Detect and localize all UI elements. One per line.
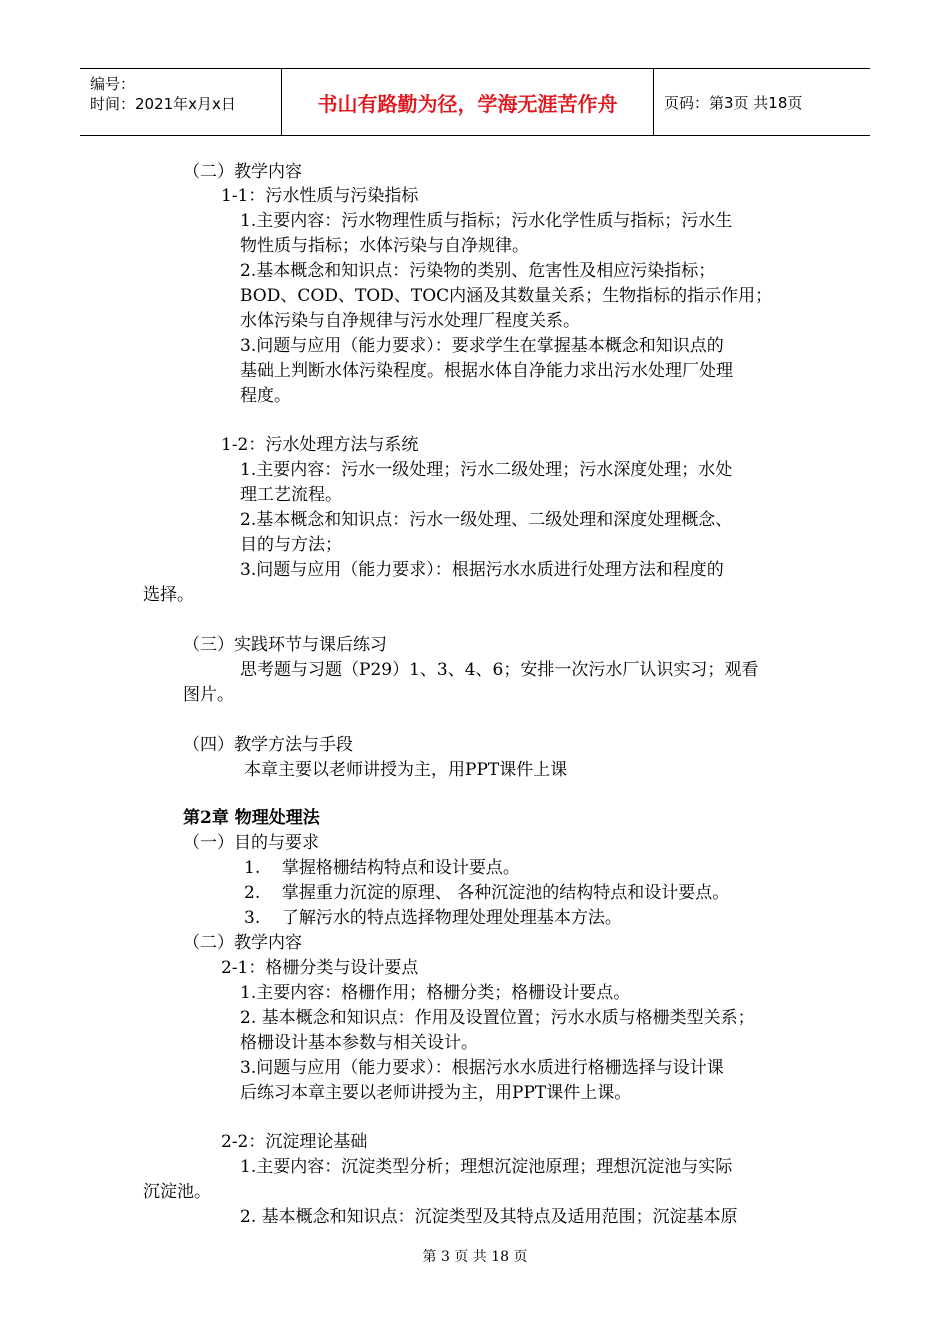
paragraph-line: 1.主要内容：污水物理性质与指标；污水化学性质与指标；污水生 xyxy=(240,211,733,231)
list-item: 2. 掌握重力沉淀的原理、 各种沉淀池的结构特点和设计要点。 xyxy=(244,883,730,903)
paragraph-line: 3.问题与应用（能力要求）：根据污水水质进行格栅选择与设计课 xyxy=(240,1058,724,1078)
section-heading: （一）目的与要求 xyxy=(183,833,319,853)
paragraph-line: 2. 基本概念和知识点：作用及设置位置；污水水质与格栅类型关系； xyxy=(240,1008,755,1028)
section-heading: （二）教学内容 xyxy=(183,162,302,182)
paragraph-line: 2.基本概念和知识点：污水一级处理、二级处理和深度处理概念、 xyxy=(240,510,733,530)
paragraph-line: 选择。 xyxy=(143,585,194,605)
chapter-title: 第2章 物理处理法 xyxy=(183,808,320,828)
section-heading: （二）教学内容 xyxy=(183,933,302,953)
subsection-heading: 1-1：污水性质与污染指标 xyxy=(221,186,419,206)
header-page-label: 页码：第3页 共18页 xyxy=(664,93,803,112)
paragraph-line: 沉淀池。 xyxy=(143,1182,211,1202)
paragraph-line: 1.主要内容：污水一级处理；污水二级处理；污水深度处理；水处 xyxy=(240,460,733,480)
paragraph-line: 1.主要内容：沉淀类型分析；理想沉淀池原理；理想沉淀池与实际 xyxy=(240,1157,733,1177)
subsection-heading: 2-1：格栅分类与设计要点 xyxy=(221,958,419,978)
header-meta-cell xyxy=(80,69,282,135)
paragraph-line: 目的与方法； xyxy=(240,535,342,555)
paragraph-line: 3.问题与应用（能力要求）：根据污水水质进行处理方法和程度的 xyxy=(240,560,724,580)
paragraph-line: 本章主要以老师讲授为主，用PPT课件上课 xyxy=(244,760,568,780)
header-motto: 书山有路勤为径，学海无涯苦作舟 xyxy=(282,69,654,135)
paragraph-line: 基础上判断水体污染程度。根据水体自净能力求出污水处理厂处理 xyxy=(240,361,733,381)
paragraph-line: 格栅设计基本参数与相关设计。 xyxy=(240,1033,478,1053)
section-heading: （三）实践环节与课后练习 xyxy=(183,635,387,655)
paragraph-line: 后练习本章主要以老师讲授为主，用PPT课件上课。 xyxy=(240,1083,632,1103)
list-item: 3. 了解污水的特点选择物理处理处理基本方法。 xyxy=(244,908,622,928)
subsection-heading: 1-2：污水处理方法与系统 xyxy=(221,435,419,455)
paragraph-line: 图片。 xyxy=(183,685,234,705)
paragraph-line: 理工艺流程。 xyxy=(240,485,342,505)
list-item: 1. 掌握格栅结构特点和设计要点。 xyxy=(244,858,520,878)
paragraph-line: 思考题与习题（P29）1、3、4、6；安排一次污水厂认识实习；观看 xyxy=(240,660,759,680)
page-header xyxy=(80,68,870,136)
paragraph-line: 物性质与指标；水体污染与自净规律。 xyxy=(240,236,529,256)
date-label: 时间：2021年x月x日 xyxy=(90,95,236,113)
paragraph-line: BOD、COD、TOD、TOC内涵及其数量关系；生物指标的指示作用； xyxy=(240,286,773,306)
page-footer: 第 3 页 共 18 页 xyxy=(422,1249,528,1265)
paragraph-line: 1.主要内容：格栅作用；格栅分类；格栅设计要点。 xyxy=(240,983,631,1003)
paragraph-line: 2.基本概念和知识点：污染物的类别、危害性及相应污染指标； xyxy=(240,261,716,281)
doc-number-label: 编号： xyxy=(90,75,136,93)
paragraph-line: 3.问题与应用（能力要求）：要求学生在掌握基本概念和知识点的 xyxy=(240,336,724,356)
paragraph-line: 程度。 xyxy=(240,386,291,406)
paragraph-line: 2. 基本概念和知识点：沉淀类型及其特点及适用范围；沉淀基本原 xyxy=(240,1207,738,1227)
paragraph-line: 水体污染与自净规律与污水处理厂程度关系。 xyxy=(240,311,580,331)
subsection-heading: 2-2：沉淀理论基础 xyxy=(221,1132,368,1152)
section-heading: （四）教学方法与手段 xyxy=(183,735,353,755)
